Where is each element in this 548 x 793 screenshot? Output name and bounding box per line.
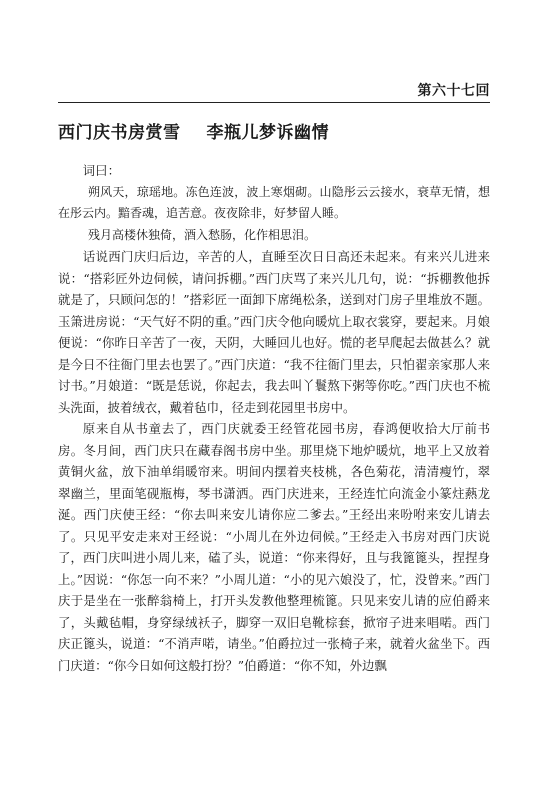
chapter-title-part2: 李瓶儿梦诉幽情 — [206, 123, 329, 143]
chapter-number: 第六十七回 — [417, 83, 490, 99]
running-header — [58, 80, 490, 103]
poem-line-1: 朔风天，琼瑶地。冻色连波，波上寒烟砌。山隐彤云云接水，衰草无情，想在彤云内。黯香魂，追苦意。夜夜除非，好梦留人睡。 — [58, 184, 490, 220]
paragraph-2: 原来自从书童去了，西门庆就委王经管花园书房，春鸿便收拾大厅前书房。冬月间，西门庆只在藏春阁书房中坐。那里烧下地炉暖炕，地平上又放着黄铜火盆，放下油单绢暖帘来。明间内摆着夹枝桃，各色菊花，清清瘦竹，翠翠幽兰，里面笔砚瓶梅，琴书潇洒。西门庆进来，王经连忙向流金小篆炷爇龙涎。西门庆使王经：“你去叫来安儿请你应二爹去。”王经出来吩咐来安儿请去了。只见平安走来对王经说：“小周儿在外边伺候。”王经走入书房对西门庆说了，西门庆叫进小周儿来，磕了头，说道：“你来得好，且与我篦篦头，捏捏身上。”因说：“你怎一向不来？”小周儿道：“小的见六娘没了，忙，没曾来。”西门庆于是坐在一张醉翁椅上，打开头发教他整理梳篦。只见来安儿请的应伯爵来了，头戴毡帽，身穿绿绒袄子，脚穿一双旧皂靴棕套，掀帘子进来唱喏。西门庆正篦头，说道：“不消声喏，请坐。”伯爵拉过一张椅子来，就着火盆坐下。西门庆道：“你今日如何这般打扮？”伯爵道：“你不知，外边飘 — [58, 421, 490, 673]
chapter-title — [58, 118, 329, 143]
chapter-title-part1: 西门庆书房赏雪 — [58, 123, 181, 143]
ci-label: 词曰： — [82, 163, 120, 178]
poem-line-2: 残月高楼休独倚，酒入愁肠，化作相思泪。 — [88, 227, 317, 242]
paragraph-1: 话说西门庆归后边，辛苦的人，直睡至次日日高还未起来。有来兴儿进来说：“搭彩匠外边伺候，请问拆棚。”西门庆骂了来兴儿几句，说：“拆棚教他拆就是了，只顾问怎的！”搭彩匠一面卸下席绳松条，送到对门房子里堆放不题。玉箫进房说：“天气好不阴的重。”西门庆令他向暖炕上取衣裳穿，要起来。月娘便说：“你昨日辛苦了一夜，天阴，大睡回儿也好。慌的老早爬起去做甚么？就是今日不往衙门里去也罢了。”西门庆道：“我不往衙门里去，只怕翟亲家那人来讨书。”月娘道：“既是恁说，你起去，我去叫丫鬟熬下粥等你吃。”西门庆也不梳头洗面，披着绒衣，戴着毡巾，径走到花园里书房中。 — [58, 249, 490, 415]
body-text — [58, 160, 490, 676]
